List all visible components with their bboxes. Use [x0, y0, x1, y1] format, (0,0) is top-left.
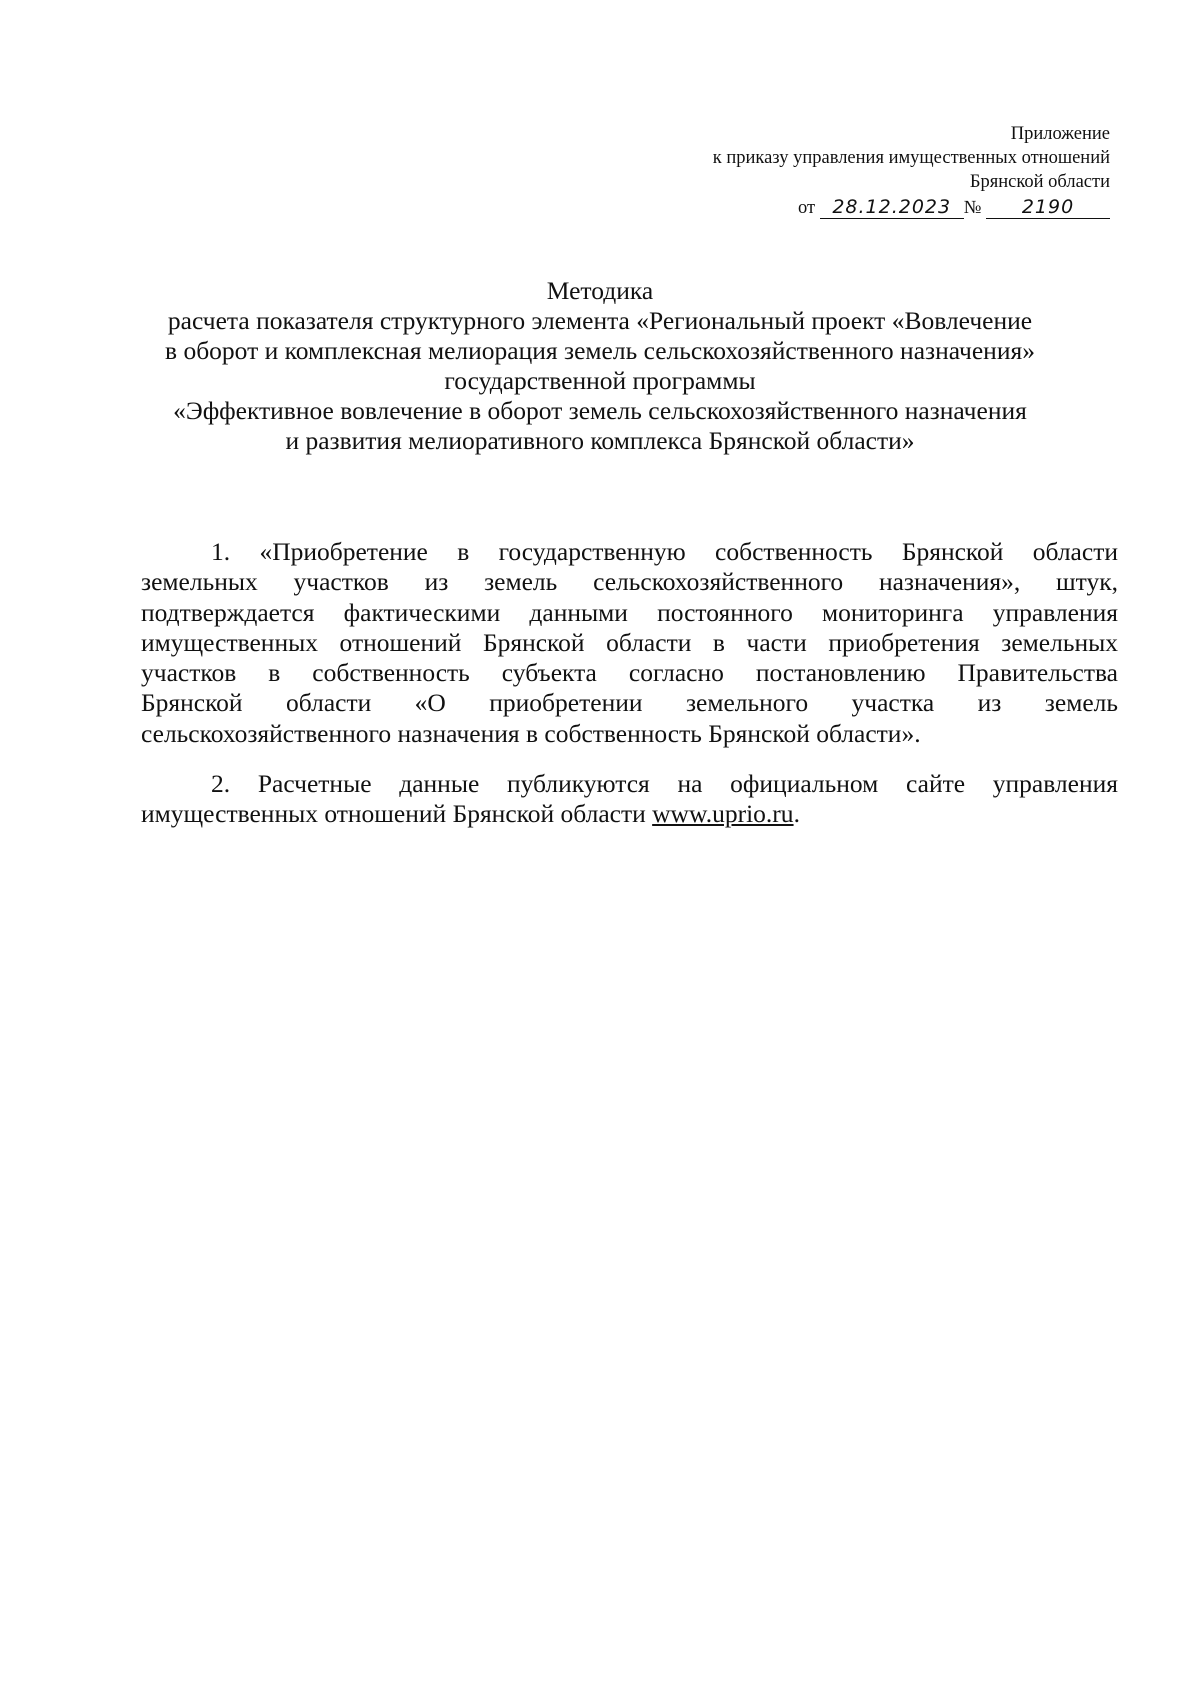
word: из	[977, 688, 1002, 718]
paragraph-line-spread	[141, 688, 1118, 718]
title-line: и развития мелиоративного комплекса Брянской области»	[285, 426, 915, 455]
paragraph-line: участков в собственность субъекта согласно постановлению Правительства	[141, 658, 1118, 688]
paragraph-text: имущественных отношений Брянской области	[141, 799, 653, 829]
handwritten-date: 28.12.2023	[820, 196, 964, 219]
word: земельного	[685, 688, 809, 718]
appendix-region: Брянской области	[969, 172, 1110, 192]
appendix-header	[590, 122, 1110, 220]
paragraph-line: сельскохозяйственного назначения в собственность Брянской области».	[141, 718, 921, 748]
word: участка	[851, 688, 935, 718]
paragraph-line: 1. «Приобретение в государственную собственность Брянской области	[211, 537, 1118, 566]
appendix-order-reference: к приказу управления имущественных отношений	[712, 148, 1110, 168]
title-line: расчета показателя структурного элемента «Региональный проект «Вовлечение	[167, 306, 1033, 335]
word: области	[286, 688, 372, 718]
word: «О	[414, 688, 446, 718]
appendix-label: Приложение	[1010, 124, 1110, 144]
order-date-number-line	[590, 196, 1110, 220]
paragraph-line: подтверждается фактическими данными постоянного мониторинга управления	[141, 597, 1118, 627]
title-heading: Методика	[546, 276, 654, 305]
word: земель	[1044, 688, 1118, 718]
document-body	[141, 537, 1118, 850]
website-link[interactable]: www.uprio.ru	[652, 799, 794, 829]
title-line: государственной программы	[444, 366, 756, 395]
document-title	[120, 276, 1080, 456]
date-prefix: от	[798, 198, 816, 218]
paragraph-line: имущественных отношений Брянской области в части приобретения земельных	[141, 627, 1118, 657]
word: Брянской	[141, 688, 243, 718]
paragraph-2	[141, 769, 1118, 830]
paragraph-line: 2. Расчетные данные публикуются на официальном сайте управления	[211, 769, 1118, 799]
title-line: в оборот и комплексная мелиорация земель сельскохозяйственного назначения»	[165, 336, 1035, 365]
handwritten-number: 2190	[986, 196, 1110, 219]
paragraph-period: .	[793, 799, 800, 829]
number-prefix: №	[963, 198, 982, 218]
title-line: «Эффективное вовлечение в оборот земель сельскохозяйственного назначения	[173, 396, 1027, 425]
paragraph-line: земельных участков из земель сельскохозяйственного назначения», штук,	[141, 567, 1118, 597]
word: приобретении	[489, 688, 643, 718]
paragraph-1	[141, 537, 1118, 749]
paragraph-line-with-link	[141, 799, 1118, 829]
